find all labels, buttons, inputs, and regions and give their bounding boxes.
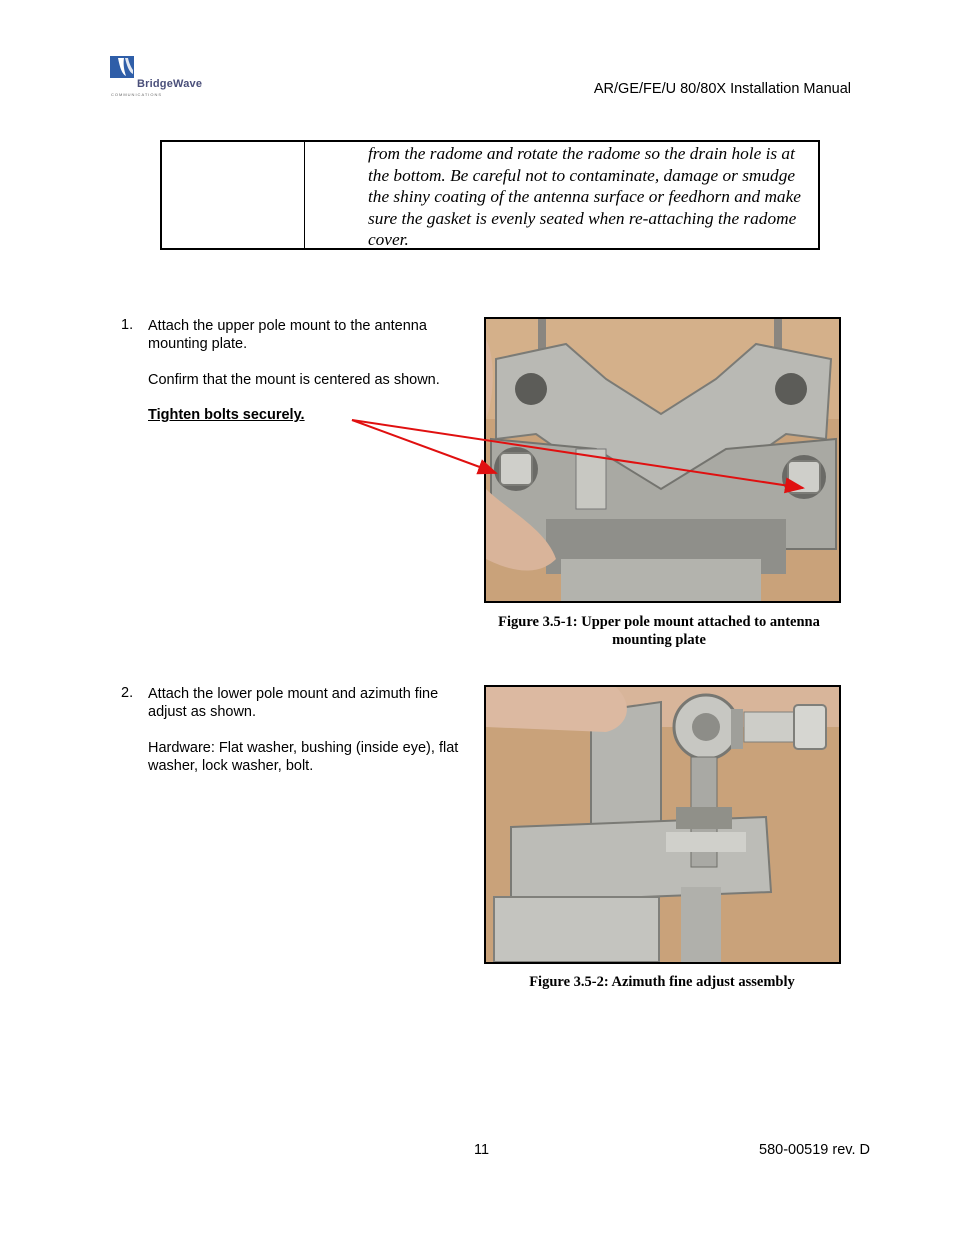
arrow-left-bolt (352, 420, 496, 473)
arrow-right-bolt (352, 420, 803, 488)
step-2-number: 2. (121, 685, 134, 701)
header-title: AR/GE/FE/U 80/80X Installation Manual (593, 81, 851, 97)
figure-2-caption: Figure 3.5-2: Azimuth fine adjust assembly (529, 974, 795, 990)
note-text: from the radome and rotate the radome so the drain hole is at the bottom. Be careful not to contaminate, damage or smudge the shiny coating of the antenna surface or feedhorn and make sure the gasket is evenly seated when re-attaching the radome cover. (368, 144, 801, 250)
step-2-instruction: Attach the lower pole mount and azimuth fine adjust as shown. (148, 686, 439, 720)
figure-1-caption-line-1: Figure 3.5-1: Upper pole mount attached to antenna (498, 614, 820, 630)
figure-1-caption (464, 613, 854, 649)
document-id: 580-00519 rev. D (759, 1142, 870, 1158)
page-number: 11 (474, 1142, 490, 1158)
step-1-confirm: Confirm that the mount is centered as shown. (148, 372, 440, 388)
figure-1-caption-line-2: mounting plate (612, 632, 706, 648)
logo-name: BridgeWave (137, 78, 203, 90)
step-2-hardware: Hardware: Flat washer, bushing (inside eye), flat washer, lock washer, bolt. (148, 740, 459, 774)
step-1-instruction: Attach the upper pole mount to the antenna mounting plate. (148, 318, 427, 352)
step-1-number: 1. (121, 317, 134, 333)
figure-2-photo (484, 685, 841, 964)
step-1-emphasis: Tighten bolts securely. (148, 407, 305, 423)
logo-subtitle: COMMUNICATIONS (111, 92, 163, 97)
